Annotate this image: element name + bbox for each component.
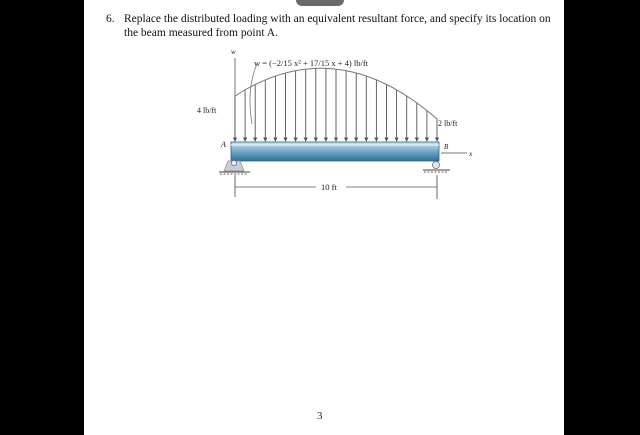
left-load-label: 4 lb/ft bbox=[197, 106, 217, 115]
equation-leader-line bbox=[250, 64, 257, 124]
pin-support-a bbox=[219, 160, 250, 174]
point-a-label: A bbox=[221, 140, 226, 149]
point-b-label: B bbox=[444, 143, 449, 151]
span-label: 10 ft bbox=[321, 182, 337, 192]
w-axis-label: w bbox=[231, 48, 236, 56]
load-equation: w = (−2/15 x² + 17/15 x + 4) lb/ft bbox=[254, 58, 369, 68]
problem-number: 6. bbox=[106, 13, 115, 25]
right-load-label: 2 lb/ft bbox=[438, 119, 458, 128]
x-axis-label: x bbox=[469, 149, 473, 158]
load-arrows bbox=[235, 68, 437, 141]
problem-text: Replace the distributed loading with an equivalent resultant force, and specify its location on the beam measured from point A. bbox=[124, 13, 551, 39]
roller-support-b bbox=[423, 161, 450, 172]
page-number: 3 bbox=[317, 410, 323, 422]
